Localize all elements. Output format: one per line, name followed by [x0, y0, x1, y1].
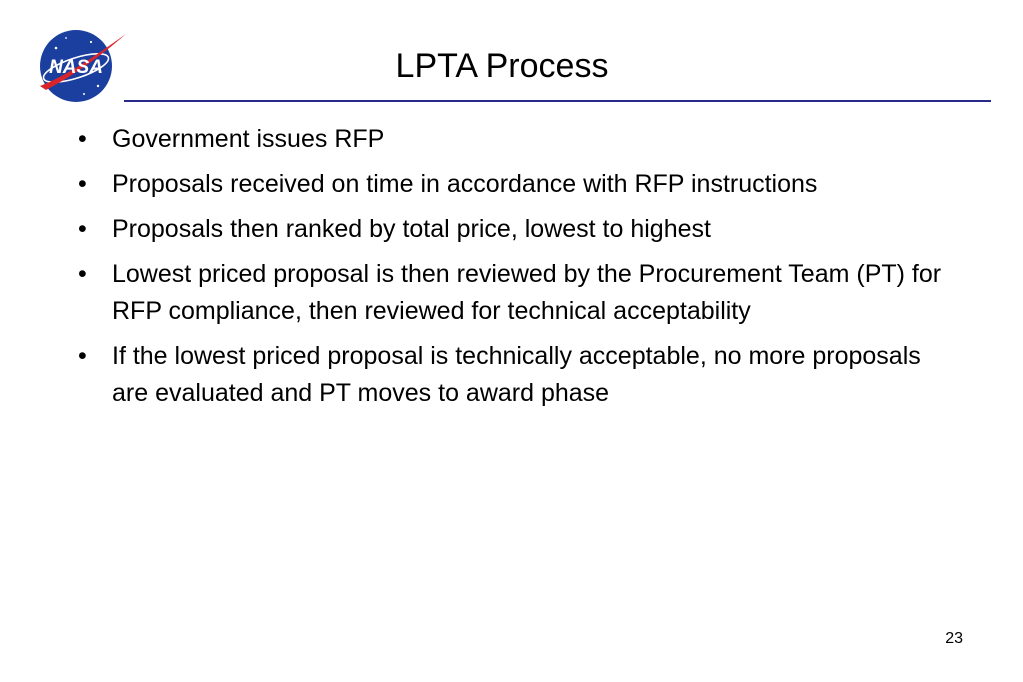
title-divider [124, 100, 991, 102]
bullet-text: If the lowest priced proposal is technically acceptable, no more proposals are evaluated and PT moves to award phase [112, 342, 921, 407]
bullet-icon: • [78, 215, 87, 243]
bullet-text: Proposals received on time in accordance with RFP instructions [112, 170, 818, 198]
bullet-icon: • [78, 125, 87, 153]
bullet-list [70, 121, 950, 420]
bullet-icon: • [78, 260, 87, 288]
page-number: 23 [945, 630, 963, 647]
bullet-icon: • [78, 170, 87, 198]
bullet-text: Lowest priced proposal is then reviewed by the Procurement Team (PT) for RFP compliance, then reviewed for technical acceptability [112, 260, 942, 325]
nasa-logo [36, 28, 128, 104]
bullet-item [70, 121, 950, 158]
bullet-icon: • [78, 342, 87, 370]
bullet-item [70, 256, 950, 330]
bullet-item [70, 166, 950, 203]
nasa-meatball-icon [36, 28, 128, 104]
bullet-text: Government issues RFP [112, 125, 385, 153]
slide-title: LPTA Process [395, 47, 609, 85]
bullet-item [70, 338, 950, 412]
svg-text:NASA: NASA [49, 57, 103, 78]
bullet-item [70, 211, 950, 248]
bullet-text: Proposals then ranked by total price, lowest to highest [112, 215, 711, 243]
